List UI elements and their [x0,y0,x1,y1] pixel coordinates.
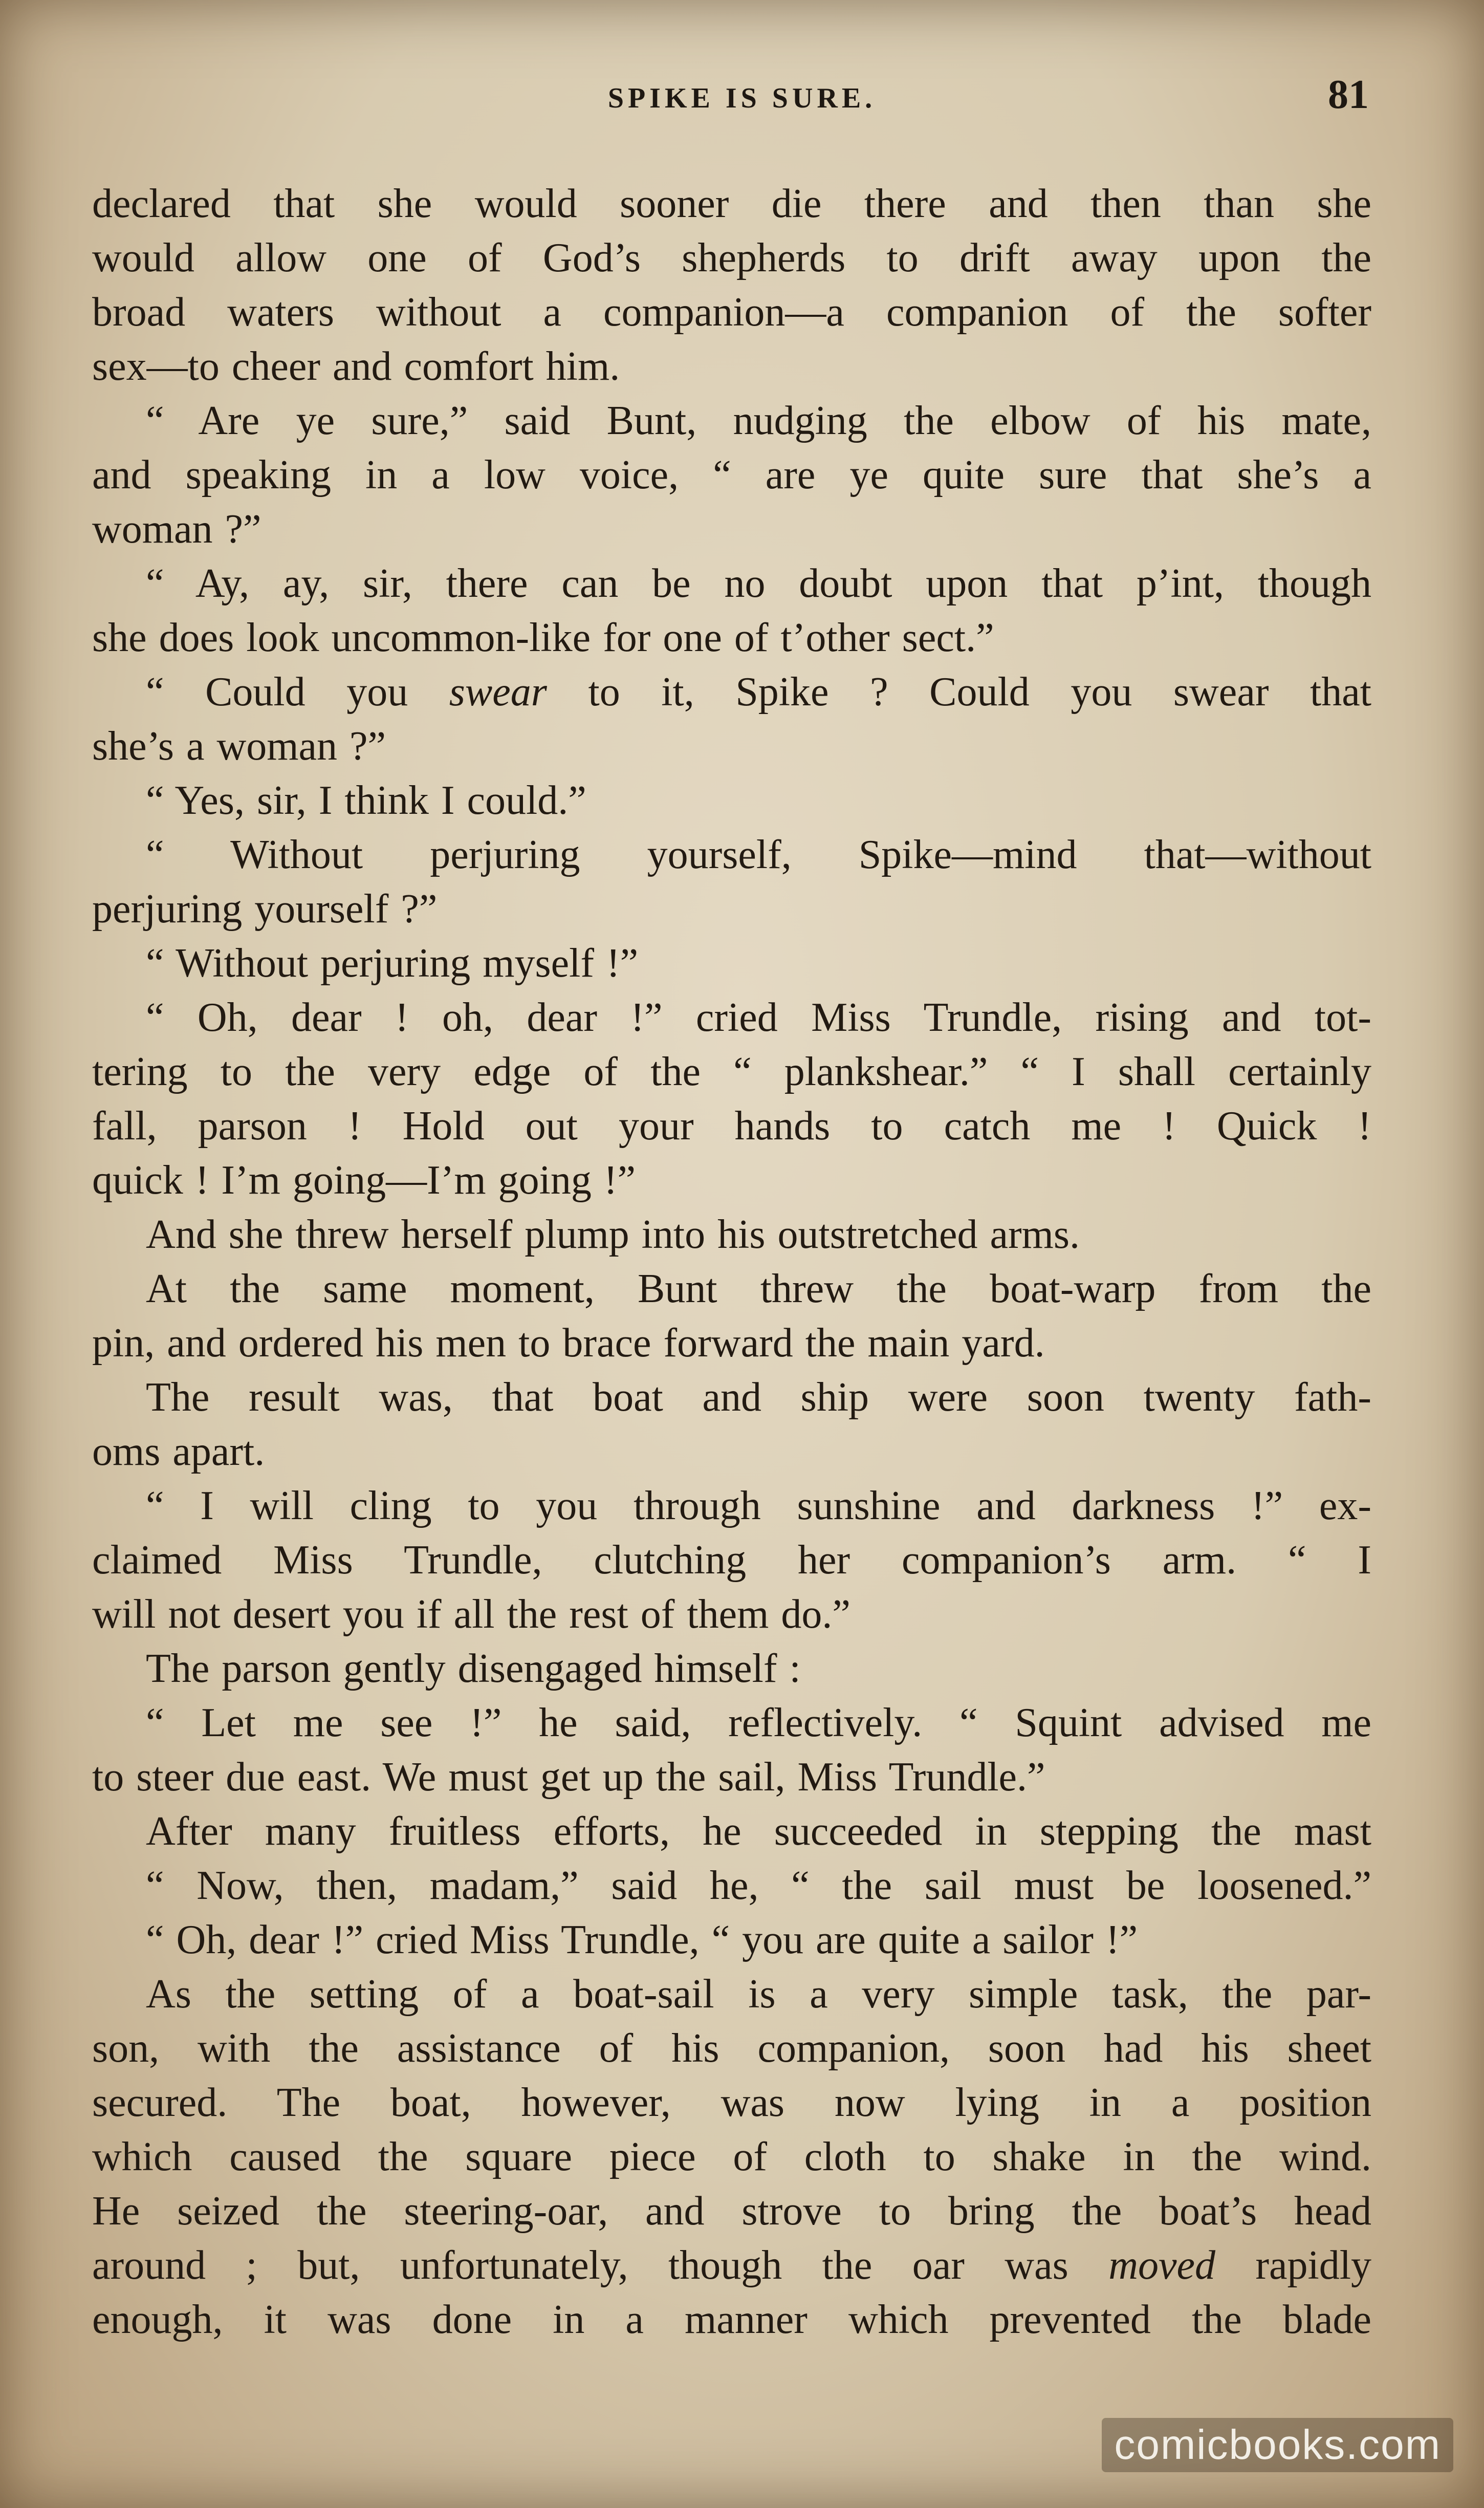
text-line: she’s a woman ?” [92,724,386,769]
text-segment: to it, Spike ? Could you swear that [547,669,1371,715]
page-header [0,72,1484,128]
text-line: and speaking in a low voice, “ are ye quite sure that she’s a [92,452,1371,498]
running-title: SPIKE IS SURE. [607,82,877,114]
text-line [92,2238,1371,2293]
text-line: As the setting of a boat-sail is a very simple task, the par- [146,1972,1371,2017]
text-line: sex—to cheer and comfort him. [92,344,620,389]
text-line: “ Ay, ay, sir, there can be no doubt upon that p’int, though [146,561,1371,606]
text-line: At the same moment, Bunt threw the boat-warp from the [146,1266,1371,1311]
text-line: tering to the very edge of the “ plankshear.” “ I shall certainly [92,1049,1371,1094]
text-line: will not desert you if all the rest of them do.” [92,1592,850,1637]
emphasis-swear: swear [449,669,547,715]
text-line: to steer due east. We must get up the sail, Miss Trundle.” [92,1755,1045,1800]
text-line: declared that she would sooner die there and then than she [92,181,1371,226]
emphasis-moved: moved [1108,2243,1215,2288]
text-line: “ Oh, dear !” cried Miss Trundle, “ you are quite a sailor !” [146,1917,1138,1962]
text-line: He seized the steering-oar, and strove to bring the boat’s head [92,2189,1371,2234]
text-line: “ Now, then, madam,” said he, “ the sail must be loosened.” [146,1863,1371,1908]
text-line: broad waters without a companion—a companion of the softer [92,290,1371,335]
text-line: The parson gently disengaged himself : [146,1646,801,1691]
text-line: “ Are ye sure,” said Bunt, nudging the elbow of his mate, [146,398,1371,443]
text-segment: around ; but, unfortunately, though the oar was [92,2243,1109,2288]
text-line: “ I will cling to you through sunshine and darkness !” ex- [146,1483,1371,1528]
text-line: woman ?” [92,507,261,552]
text-line: perjuring yourself ?” [92,887,438,932]
text-line [92,665,1371,719]
text-line: claimed Miss Trundle, clutching her companion’s arm. “ I [92,1538,1371,1583]
text-line: fall, parson ! Hold out your hands to catch me ! Quick ! [92,1104,1371,1149]
page-number: 81 [1328,72,1369,117]
body-text [92,177,1371,2347]
text-line: The result was, that boat and ship were soon twenty fath- [146,1375,1371,1420]
text-line: she does look uncommon-like for one of t’other sect.” [92,615,994,660]
text-line: quick ! I’m going—I’m going !” [92,1158,636,1203]
watermark-logo: comicbooks.com [1102,2418,1453,2472]
text-line: “ Without perjuring yourself, Spike—mind that—without [146,832,1371,877]
text-line: oms apart. [92,1429,265,1474]
text-line: enough, it was done in a manner which prevented the blade [92,2297,1371,2342]
text-line: which caused the square piece of cloth to shake in the wind. [92,2134,1371,2179]
text-line: After many fruitless efforts, he succeeded in stepping the mast [146,1809,1371,1854]
text-line: pin, and ordered his men to brace forward the main yard. [92,1321,1045,1366]
text-segment: “ Could you [146,669,449,715]
text-line: “ Without perjuring myself !” [146,941,639,986]
text-line: “ Yes, sir, I think I could.” [146,778,586,823]
text-line: “ Oh, dear ! oh, dear !” cried Miss Trundle, rising and tot- [146,995,1371,1040]
text-line: would allow one of God’s shepherds to drift away upon the [92,235,1371,280]
text-line: And she threw herself plump into his outstretched arms. [146,1212,1080,1257]
text-line: “ Let me see !” he said, reflectively. “ Squint advised me [146,1700,1371,1745]
text-line: secured. The boat, however, was now lying in a position [92,2080,1371,2125]
text-segment: rapidly [1215,2243,1371,2288]
text-line: son, with the assistance of his companion, soon had his sheet [92,2026,1371,2071]
